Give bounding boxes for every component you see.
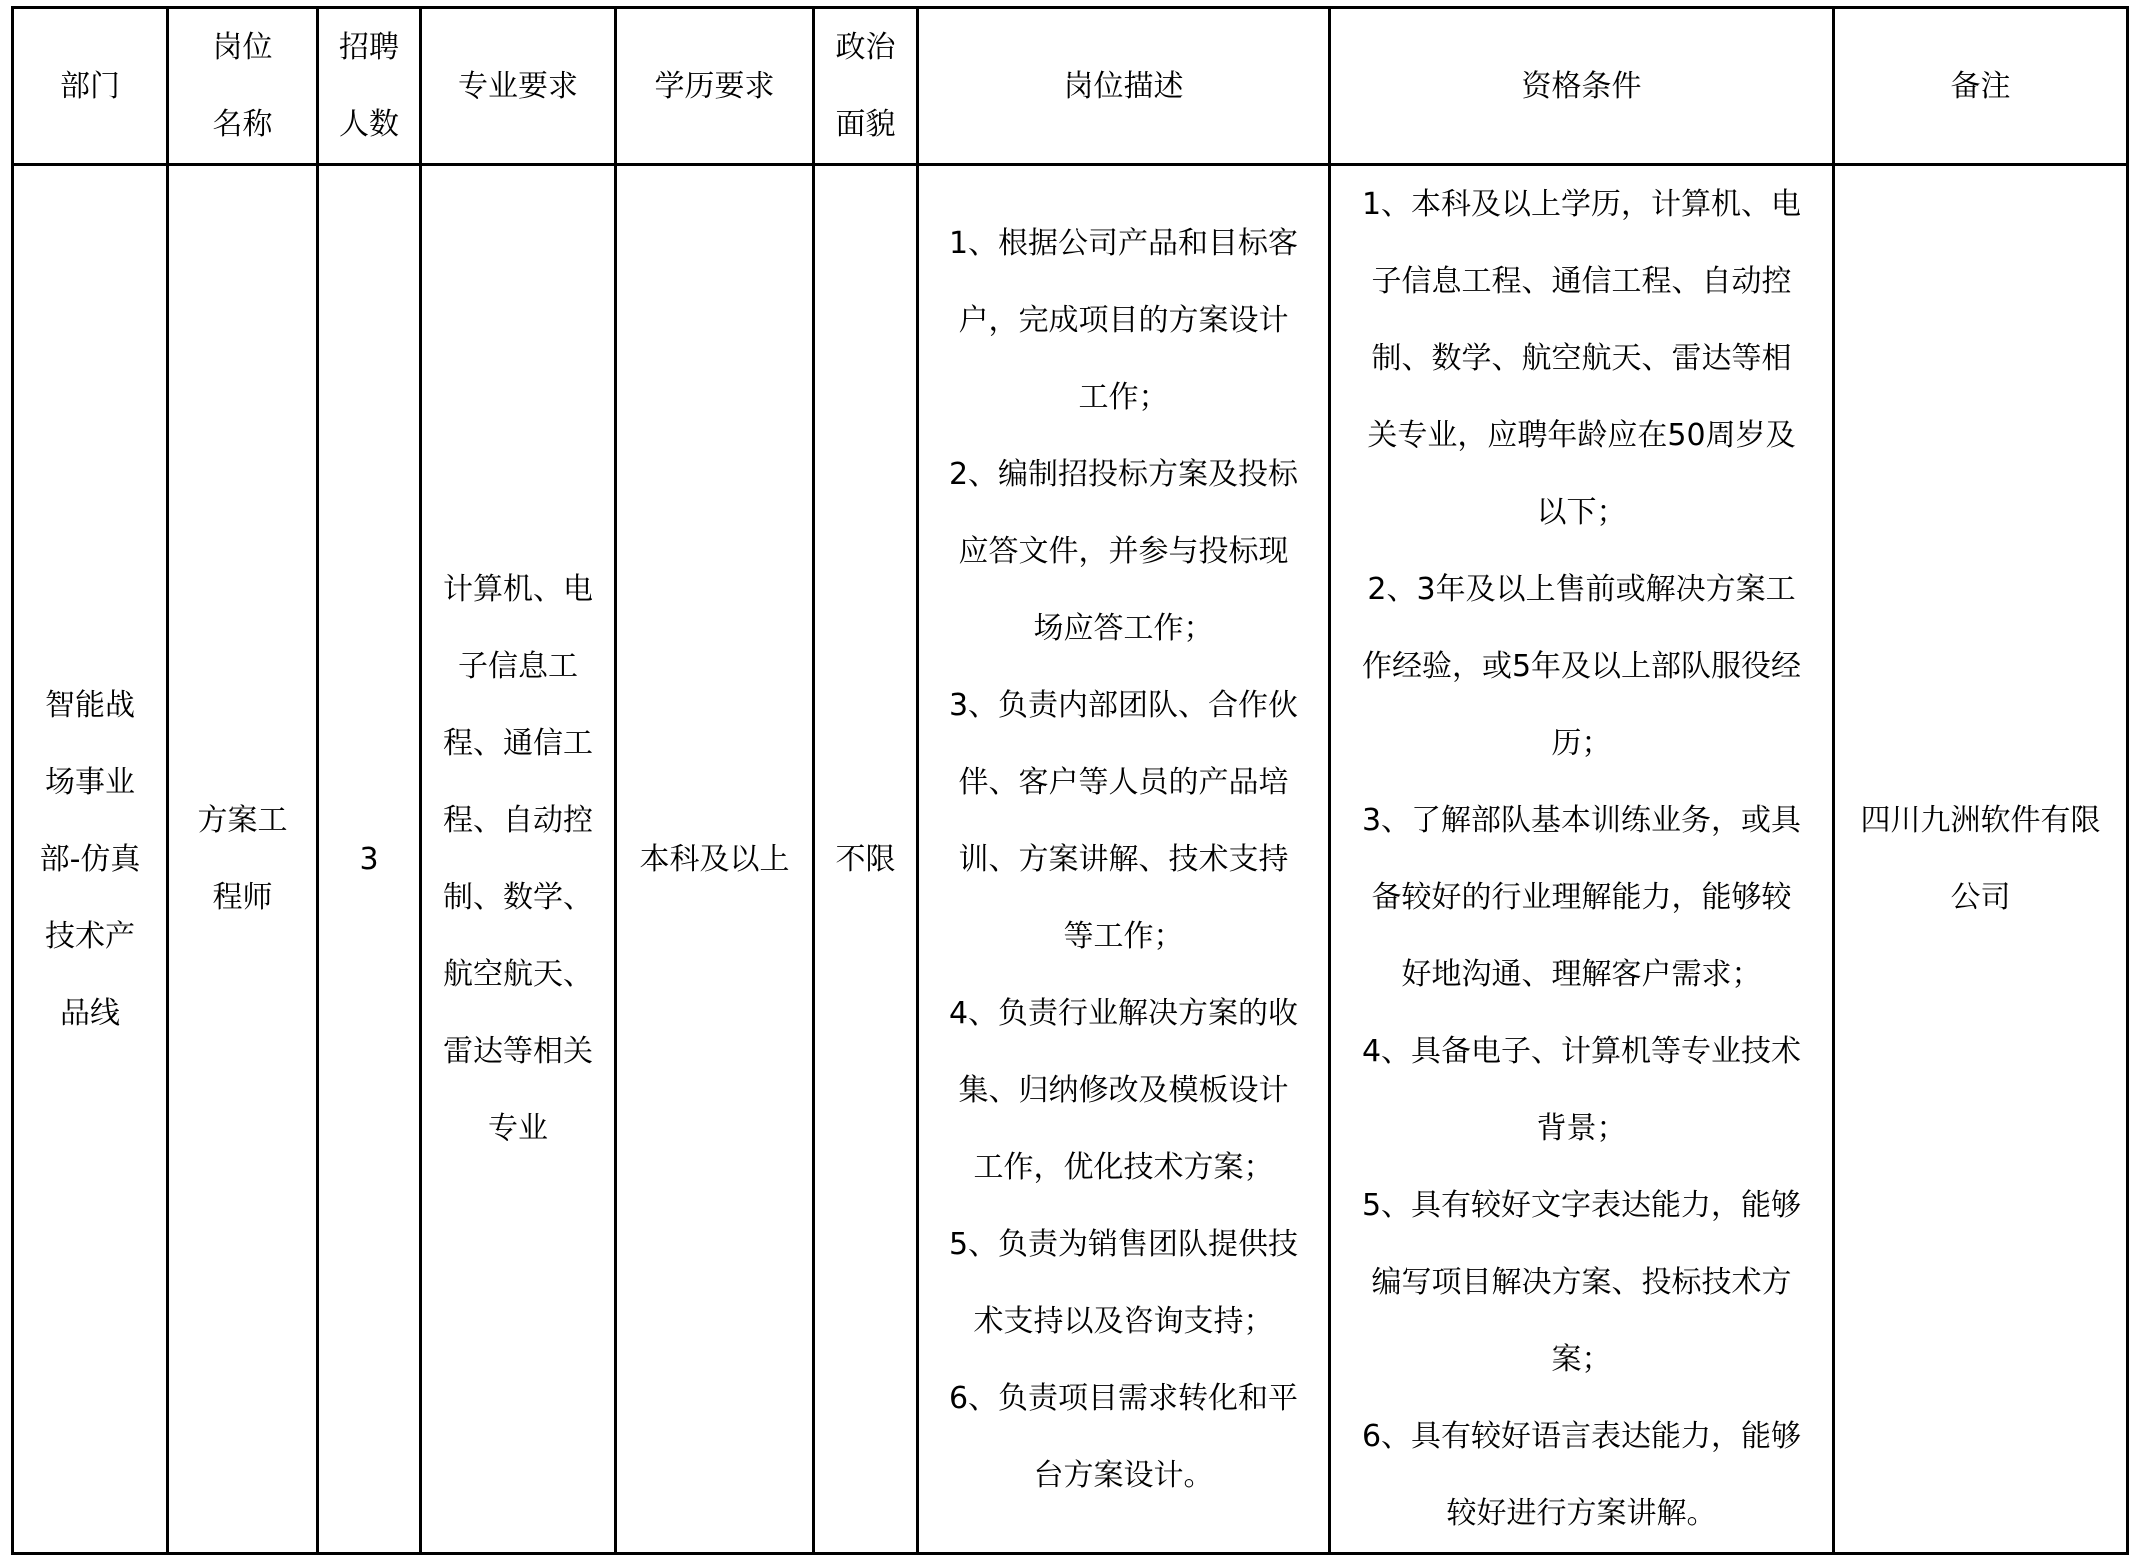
table-row — [13, 165, 2128, 1554]
header-political-status: 政治 面貌 — [814, 8, 918, 165]
header-qualifications: 资格条件 — [1330, 8, 1834, 165]
cell-education: 本科及以上 — [616, 165, 814, 1554]
recruitment-table — [11, 6, 2129, 1555]
header-row — [13, 8, 2128, 165]
header-description: 岗位描述 — [918, 8, 1330, 165]
cell-remarks: 四川九洲软件有限 公司 — [1834, 165, 2128, 1554]
header-department: 部门 — [13, 8, 168, 165]
cell-department: 智能战 场事业 部-仿真 技术产 品线 — [13, 165, 168, 1554]
cell-qualifications: 1、本科及以上学历，计算机、电 子信息工程、通信工程、自动控 制、数学、航空航天、雷达等相 关专业，应聘年龄应在50周岁及 以下； 2、3年及以上售前或解决方案工 作经验，或5年及以上部队服役经 历； 3、了解部队基本训练业务，或具 备较好的行业理解能力，能够较 好地沟通、理解客户需求； 4、具备电子、计算机等专业技术 背景； 5、具有较好文字表达能力，能够 编写项目解决方案、投标技术方 案； 6、具有较好语言表达能力，能够 较好进行方案讲解。 — [1330, 165, 1834, 1554]
header-position-name: 岗位 名称 — [168, 8, 318, 165]
cell-political-status: 不限 — [814, 165, 918, 1554]
header-education: 学历要求 — [616, 8, 814, 165]
cell-headcount: 3 — [318, 165, 421, 1554]
header-headcount: 招聘 人数 — [318, 8, 421, 165]
header-major: 专业要求 — [421, 8, 616, 165]
header-remarks: 备注 — [1834, 8, 2128, 165]
cell-position-name: 方案工 程师 — [168, 165, 318, 1554]
cell-description: 1、根据公司产品和目标客 户，完成项目的方案设计 工作； 2、编制招投标方案及投标 应答文件，并参与投标现 场应答工作； 3、负责内部团队、合作伙 伴、客户等人员的产品培 训、方案讲解、技术支持 等工作； 4、负责行业解决方案的收 集、归纳修改及模板设计 工作，优化技术方案； 5、负责为销售团队提供技 术支持以及咨询支持； 6、负责项目需求转化和平 台方案设计。 — [918, 165, 1330, 1554]
cell-major: 计算机、电 子信息工 程、通信工 程、自动控 制、数学、 航空航天、 雷达等相关 专业 — [421, 165, 616, 1554]
